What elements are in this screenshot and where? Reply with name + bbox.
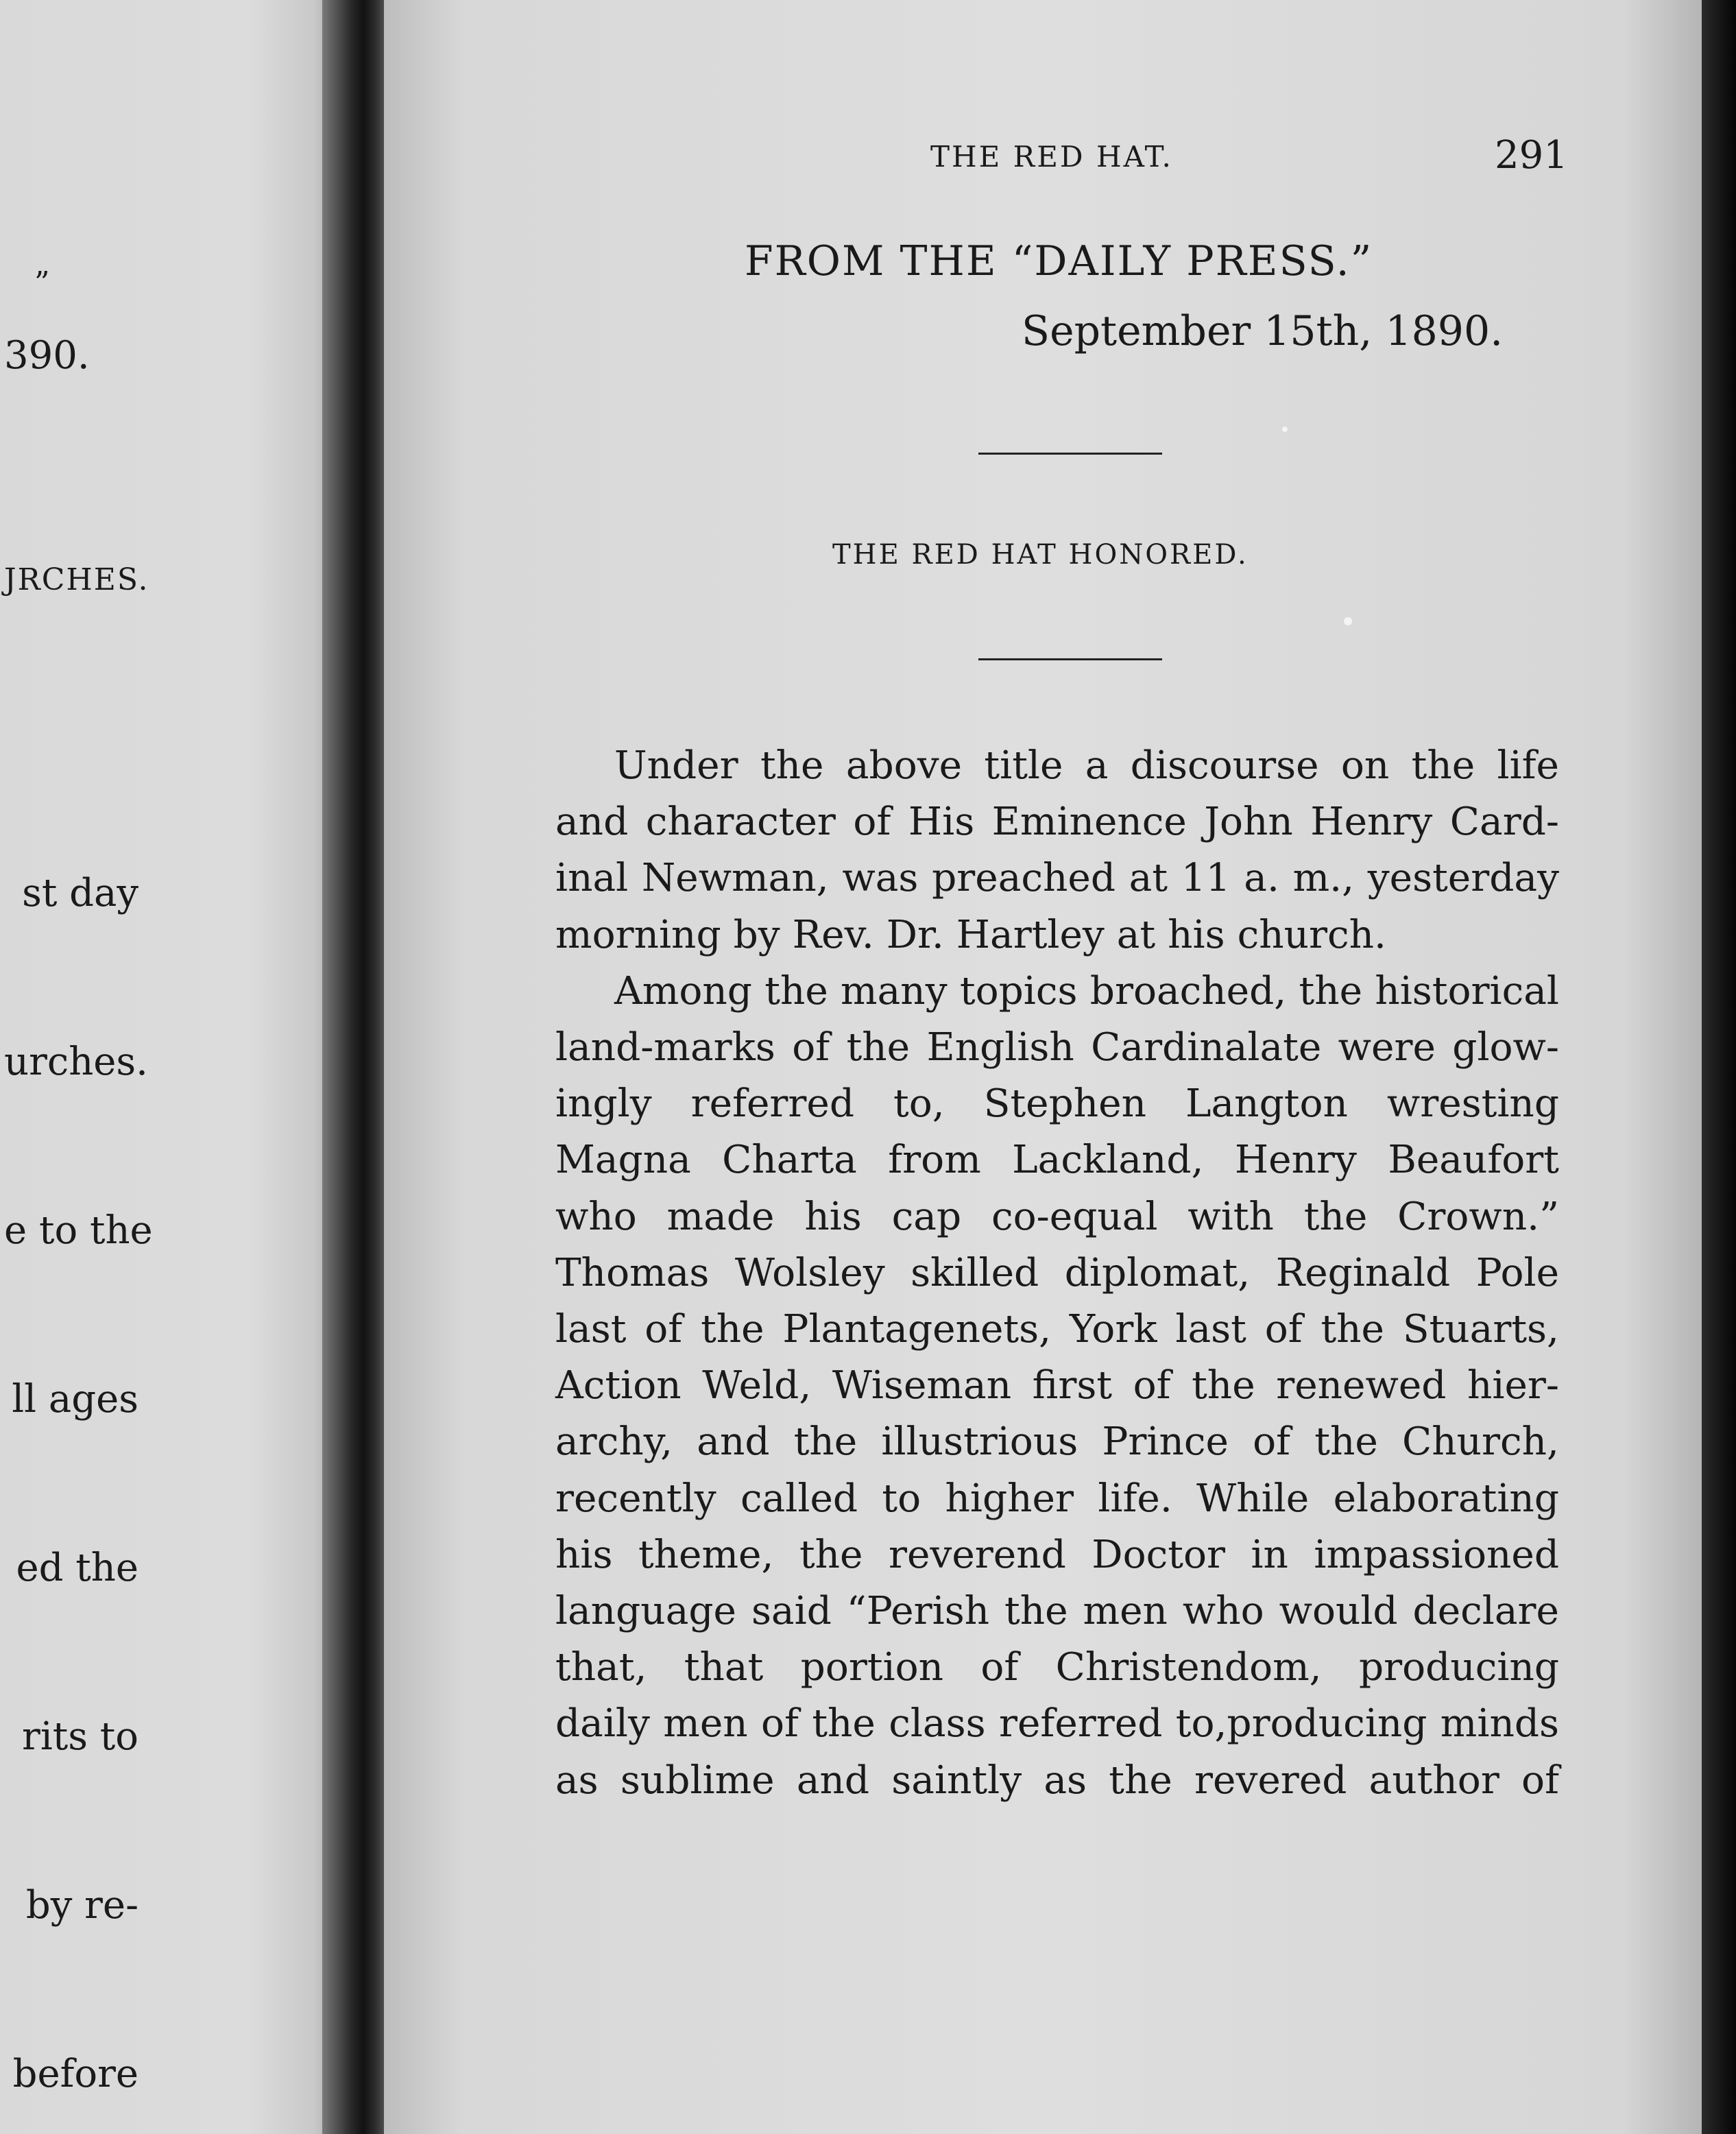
left-page-quote-mark: ”	[34, 265, 50, 300]
source-date: September 15th, 1890.	[1022, 307, 1504, 355]
source-title: FROM THE “DAILY PRESS.”	[745, 237, 1373, 285]
section-title: THE RED HAT HONORED.	[832, 539, 1249, 571]
paragraph	[555, 738, 1559, 963]
text-line: archy, and the illustrious Prince of the Church,	[555, 1419, 1559, 1465]
text-line: last of the Plantagenets, York last of the Stuarts,	[555, 1307, 1559, 1352]
article-body	[555, 738, 1559, 1809]
text-line: his theme, the reverend Doctor in impassioned	[555, 1532, 1559, 1577]
text-line: ingly referred to, Stephen Langton wresting	[555, 1081, 1559, 1127]
text-line: Action Weld, Wiseman first of the renewed hier-	[555, 1363, 1559, 1408]
text-line: morning by Rev. Dr. Hartley at his church.	[555, 912, 1386, 957]
left-page-line: ed the	[16, 1546, 138, 1590]
text-line: recently called to higher life. While elaborating	[555, 1476, 1559, 1521]
text-line: Magna Charta from Lackland, Henry Beaufort	[555, 1138, 1559, 1183]
text-line: language said “Perish the men who would declare	[555, 1589, 1559, 1634]
text-line: daily men of the class referred to,producing minds	[555, 1701, 1559, 1747]
text-line: inal Newman, was preached at 11 a. m., yesterday	[555, 856, 1559, 901]
divider-rule	[978, 658, 1162, 660]
left-page-year-fragment: 390.	[4, 333, 90, 378]
left-page-line: rits to	[22, 1714, 138, 1759]
text-line: Thomas Wolsley skilled diplomat, Reginald Pole	[555, 1250, 1559, 1295]
left-page-line: e to the	[4, 1208, 153, 1253]
left-page-line: by re-	[25, 1883, 138, 1928]
text-line: who made his cap co-equal with the Crown.”	[555, 1194, 1559, 1239]
left-page-line: st day	[22, 871, 138, 915]
left-page-heading-fragment: JRCHES.	[4, 562, 149, 597]
left-page-fragment	[0, 0, 357, 2134]
left-page-text-fragments	[4, 753, 153, 2134]
page-edge-shadow	[1702, 0, 1736, 2134]
text-line: that, that portion of Christendom, producing	[555, 1645, 1559, 1690]
text-line: Among the many topics broached, the historical	[614, 968, 1559, 1014]
right-page	[384, 0, 1702, 2134]
scan-speck	[1282, 427, 1288, 432]
text-line: land-marks of the English Cardinalate were glow-	[555, 1025, 1559, 1070]
left-page-line: ll ages	[12, 1377, 138, 1422]
left-page-line: urches.	[4, 1040, 148, 1084]
page-number: 291	[1495, 133, 1568, 178]
text-line: and character of His Eminence John Henry Card-	[555, 800, 1559, 845]
text-line: Under the above title a discourse on the life	[614, 743, 1559, 788]
running-head: THE RED HAT.	[930, 140, 1173, 173]
divider-rule	[978, 453, 1162, 455]
scan-speck	[1344, 617, 1352, 625]
left-page-line: before	[12, 2052, 138, 2096]
paragraph	[555, 963, 1559, 1809]
text-line: as sublime and saintly as the revered author of	[555, 1758, 1559, 1803]
